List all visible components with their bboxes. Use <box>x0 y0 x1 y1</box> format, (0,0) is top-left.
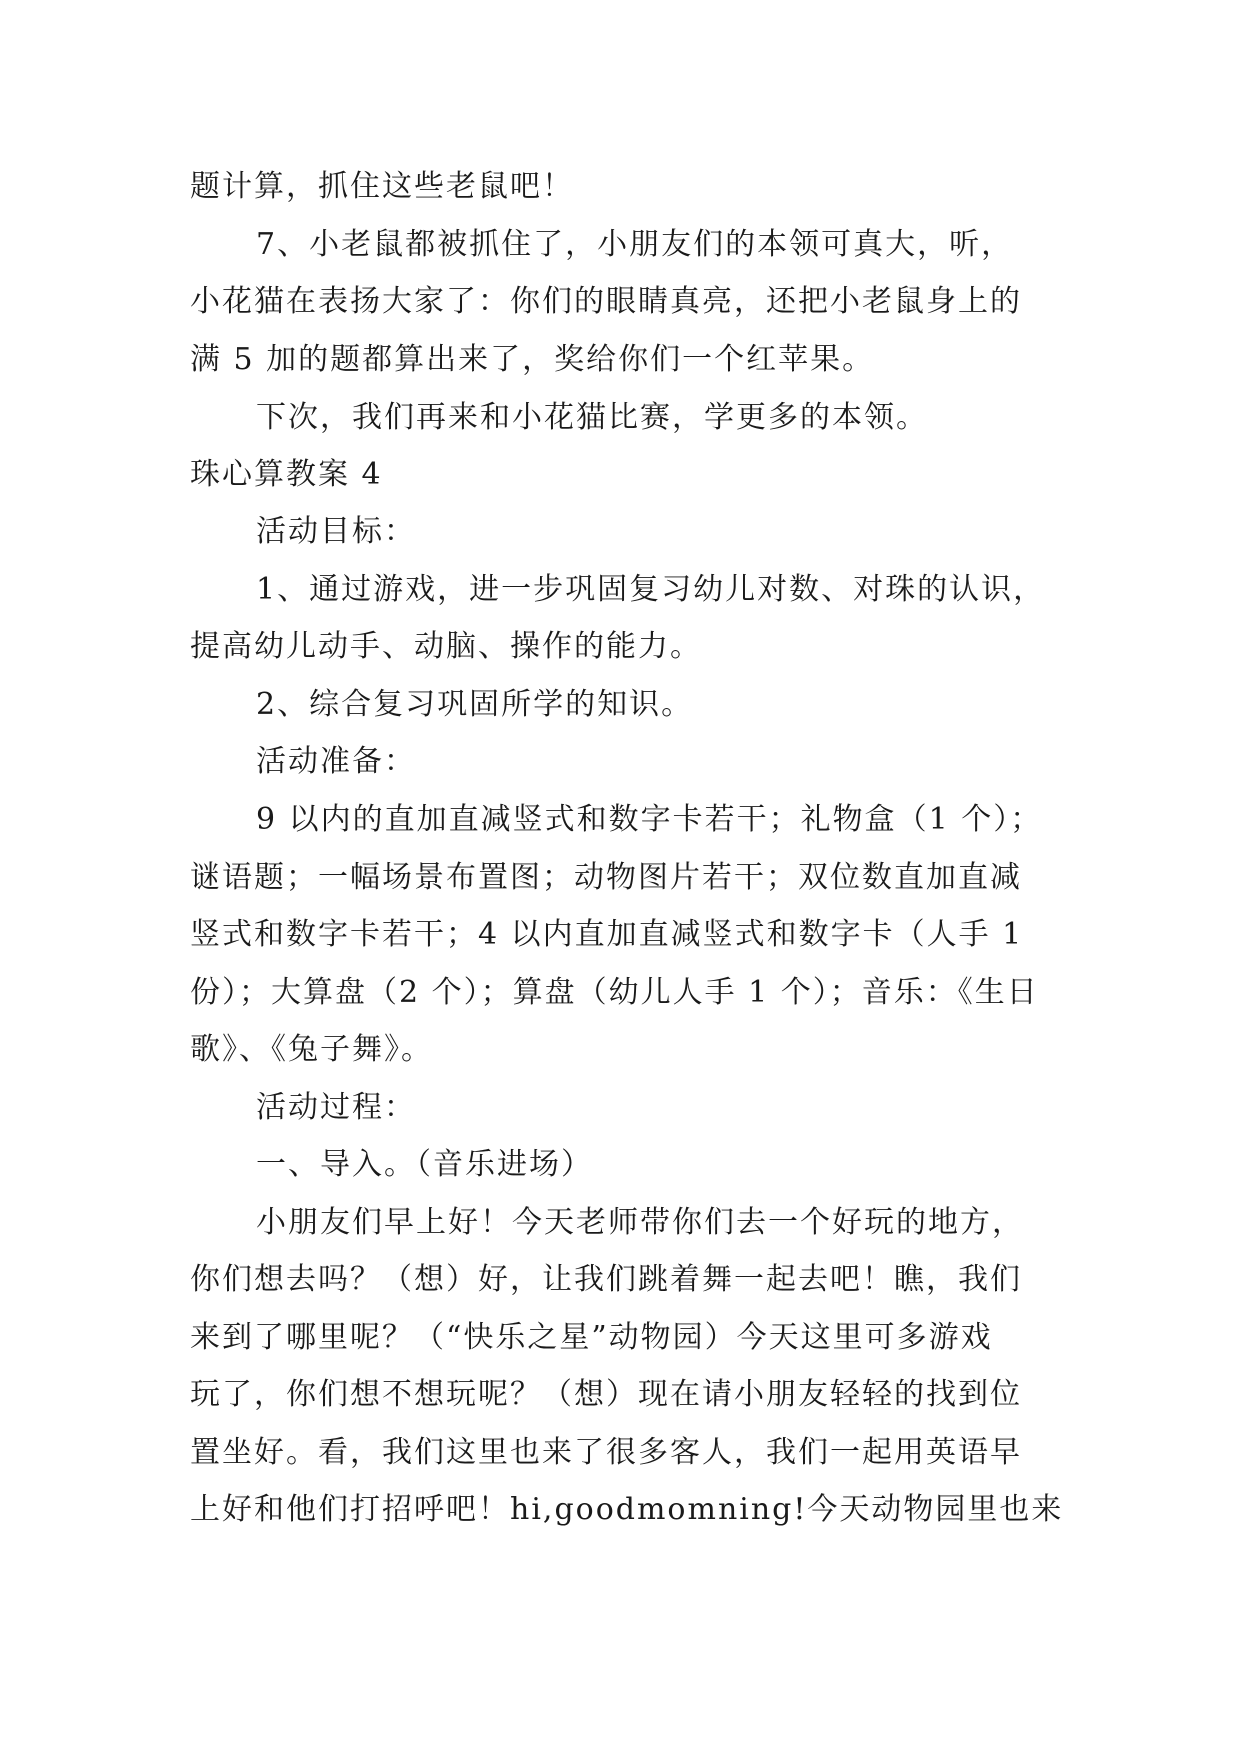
text-line: 1、通过游戏，进一步巩固复习幼儿对数、对珠的认识， <box>256 572 1046 607</box>
text-line: 置坐好。看，我们这里也来了很多客人，我们一起用英语早 <box>190 1435 1022 1470</box>
text-line: 9 以内的直加直减竖式和数字卡若干；礼物盒（1 个）； <box>256 802 1043 837</box>
text-line: 一、导入。（音乐进场） <box>256 1147 593 1182</box>
text-line: 提高幼儿动手、动脑、操作的能力。 <box>190 629 702 664</box>
text-line: 7、小老鼠都被抓住了，小朋友们的本领可真大，听， <box>256 227 1014 262</box>
section-heading: 活动目标： <box>256 514 416 549</box>
text-line: 歌》、《兔子舞》。 <box>190 1032 433 1067</box>
text-line: 下次，我们再来和小花猫比赛，学更多的本领。 <box>256 400 928 435</box>
text-line: 谜语题；一幅场景布置图；动物图片若干；双位数直加直减 <box>190 860 1022 895</box>
text-line: 2、综合复习巩固所学的知识。 <box>256 687 694 722</box>
section-heading: 活动过程： <box>256 1090 416 1125</box>
text-line: 竖式和数字卡若干；4 以内直加直减竖式和数字卡（人手 1 <box>190 917 1024 952</box>
text-line: 满 5 加的题都算出来了，奖给你们一个红苹果。 <box>190 342 875 377</box>
text-line: 你们想去吗？（想）好，让我们跳着舞一起去吧！瞧，我们 <box>190 1262 1022 1297</box>
text-line: 份）；大算盘（2 个）；算盘（幼儿人手 1 个）；音乐：《生日 <box>190 975 1039 1010</box>
text-line: 来到了哪里呢？（“快乐之星”动物园）今天这里可多游戏 <box>190 1320 993 1355</box>
text-line: 小朋友们早上好！今天老师带你们去一个好玩的地方， <box>256 1205 1024 1240</box>
text-line: 题计算，抓住这些老鼠吧！ <box>190 169 574 204</box>
text-line: 上好和他们打招呼吧！hi,goodmomning!今天动物园里也来 <box>190 1492 1064 1527</box>
section-heading: 活动准备： <box>256 744 416 779</box>
text-line: 小花猫在表扬大家了：你们的眼睛真亮，还把小老鼠身上的 <box>190 284 1022 319</box>
section-title: 珠心算教案 4 <box>190 457 383 492</box>
text-line: 玩了，你们想不想玩呢？（想）现在请小朋友轻轻的找到位 <box>190 1377 1022 1412</box>
